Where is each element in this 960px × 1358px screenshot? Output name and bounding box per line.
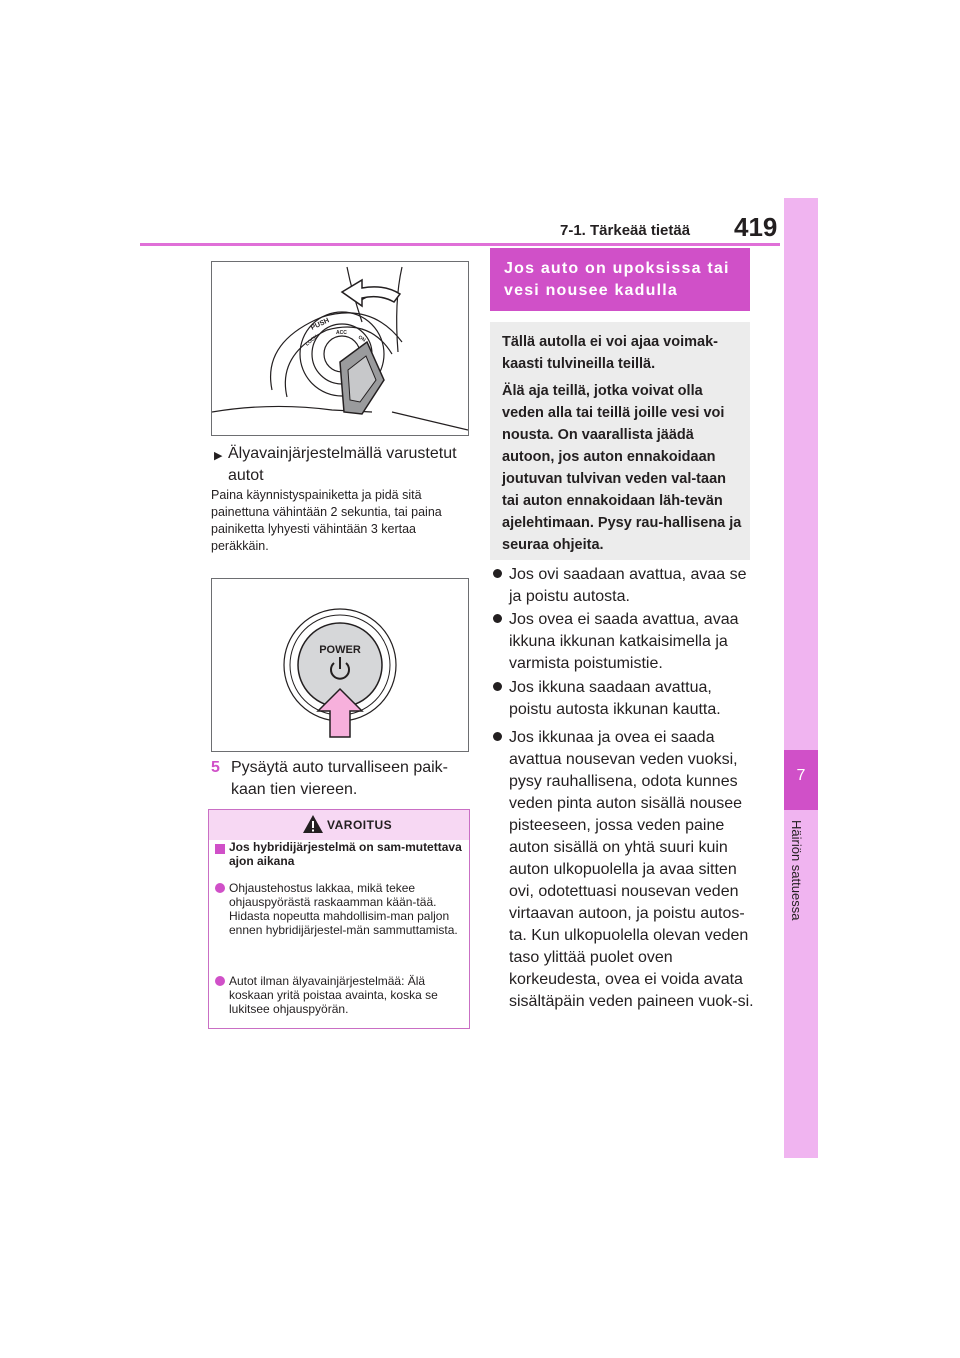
triangle-bullet-icon: ▶ [214, 450, 223, 462]
list-item [493, 727, 755, 1013]
list-item [493, 609, 755, 675]
flood-info-paragraph: Älä aja teillä, jotka voivat olla veden alla tai teillä joille vesi voi nousta. On vaarallista jäädä autoon, jos auton ennakoidaan joutuvan tulvivan veden val-taan tai auton ennakoidaan läh-tevän ajelehtimaan. Pysy rau-hallisena ja seuraa ohjeita. [502, 383, 742, 553]
list-item-text: Jos ikkunaa ja ovea ei saada avattua nousevan veden vuoksi, pysy rauhallisena, odota kunnes veden pinta auton sisällä nousee pisteeseen, jossa veden paine auton sisällä on yhtä suuri kuin auton ulkopuolella ja avaa sitten ovi, odotettuasi nousevan veden virtaavan autoon, ja poistu autos-ta. Kun ulkopuolella olevan veden taso ylittää puolet oven korkeudesta, ovea ei voida avata sisältäpäin veden paineen vuok-si. [509, 729, 754, 1010]
flood-section-title: Jos auto on upoksissa tai vesi nousee kadulla [504, 260, 730, 299]
warning-item: Ohjaustehostus lakkaa, mikä tekee ohjauspyörästä raskaamman kään-tää. Hidasta nopeutta mahdollisim-man paljon ennen hybridijärjestel-män sammuttamista. [229, 881, 458, 937]
smart-key-heading [214, 443, 469, 487]
bullet-dot-icon [493, 614, 502, 623]
key-icon [340, 342, 384, 414]
power-button-drawing [212, 579, 468, 751]
page-number: 419 [734, 212, 778, 242]
smart-key-instruction: Paina käynnistyspainiketta ja pidä sitä painettuna vähintään 2 sekuntia, tai paina painiketta lyhyesti vähintään 3 kertaa peräkkäin. [211, 488, 442, 553]
list-item-text: Jos ovi saadaan avattua, avaa se ja poistu autosta. [509, 566, 747, 605]
warning-box [208, 809, 470, 1029]
power-button-illustration [211, 578, 469, 752]
smart-key-heading-text: Älyavainjärjestelmällä varustetut autot [228, 445, 457, 484]
list-item-text: Jos ovea ei saada avattua, avaa ikkuna ikkunan katkaisimella ja varmista poistumistie. [509, 611, 739, 672]
bullet-dot-icon [493, 682, 502, 691]
key-switch-illustration [211, 261, 469, 436]
flood-info-paragraph: Tällä autolla ei voi ajaa voimak-kaasti tulvineilla teillä. [502, 334, 718, 372]
round-bullet-icon [215, 883, 225, 893]
flood-info-box [490, 322, 750, 560]
key-switch-drawing [212, 262, 468, 435]
acc-label: ACC [336, 330, 347, 336]
warning-header [209, 810, 469, 840]
flood-section-header [490, 248, 750, 311]
bullet-dot-icon [493, 732, 502, 741]
push-label: PUSH [309, 317, 331, 332]
list-item-text: Jos ikkuna saadaan avattua, poistu autosta ikkunan kautta. [509, 679, 721, 718]
step-5 [211, 757, 469, 801]
step-text: Pysäytä auto turvalliseen paik-kaan tien viereen. [231, 759, 448, 798]
chapter-side-tab [784, 198, 818, 1158]
bullet-dot-icon [493, 569, 502, 578]
lock-label: LOCK [304, 333, 320, 348]
section-header: 7-1. Tärkeää tietää [560, 222, 691, 239]
list-item [493, 564, 755, 608]
square-bullet-icon [215, 844, 225, 854]
step-number: 5 [211, 759, 220, 776]
on-label: ON [357, 334, 367, 344]
round-bullet-icon [215, 976, 225, 986]
power-label: POWER [319, 644, 361, 656]
warning-heading: Jos hybridijärjestelmä on sam-mutettava ajon aikana [229, 840, 462, 868]
warning-title: VAROITUS [327, 818, 393, 832]
header-rule [140, 243, 780, 246]
chapter-number: 7 [796, 767, 806, 784]
chapter-title: Häiriön sattuessa [789, 820, 804, 921]
list-item [493, 677, 755, 721]
warning-item: Autot ilman älyavainjärjestelmää: Älä koskaan yritä poistaa avainta, koska se lukitsee ohjauspyörän. [229, 974, 438, 1016]
warning-triangle-icon [302, 814, 324, 834]
